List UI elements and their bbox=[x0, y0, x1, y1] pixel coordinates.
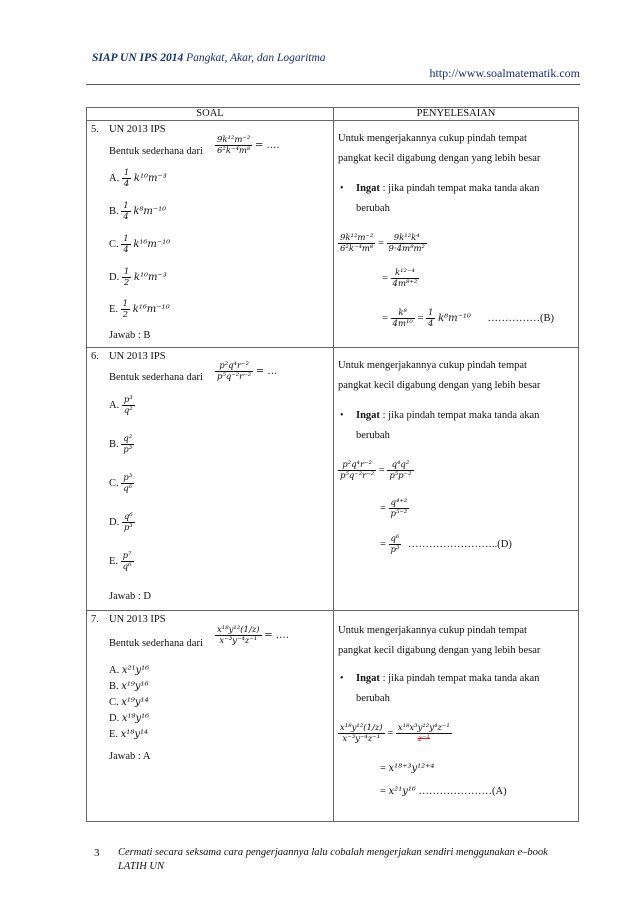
bullet-icon: • bbox=[340, 183, 344, 194]
equals-sign: = bbox=[387, 727, 394, 739]
step-result: …………………(A) bbox=[418, 786, 507, 797]
step-rhs-den: 4m⁸⁺² bbox=[392, 279, 418, 289]
problem-7-solution bbox=[334, 611, 578, 821]
option-coef-num: 1 bbox=[123, 267, 130, 277]
page-number: 3 bbox=[94, 847, 100, 859]
option-num: q⁶ bbox=[123, 512, 133, 522]
option-den: p³ bbox=[123, 523, 133, 533]
problem-expression bbox=[215, 625, 289, 646]
problem-row-5 bbox=[87, 121, 579, 348]
step-result: ……………(B) bbox=[487, 312, 555, 324]
option-c[interactable] bbox=[109, 473, 134, 494]
step-body: x¹⁸⁺³y¹²⁺⁴ bbox=[388, 763, 435, 774]
option-den: p³ bbox=[123, 445, 133, 455]
option-a[interactable] bbox=[109, 395, 135, 416]
solution-intro: pangkat kecil digabung dengan yang lebih besar bbox=[338, 645, 541, 656]
expr-denominator: p⁵q⁻²r⁻² bbox=[217, 372, 252, 382]
solution-step-2 bbox=[380, 498, 409, 519]
expr-tail: = …. bbox=[264, 629, 289, 641]
option-label: A. bbox=[109, 172, 120, 184]
header-title-rest: Pangkat, Akar, dan Logaritma bbox=[183, 52, 326, 64]
ingat-text: : jika pindah tempat maka tanda akan bbox=[379, 673, 540, 684]
problem-expression bbox=[215, 135, 280, 156]
footer-note: Cermati secara seksama cara pengerjaannya lalu cobalah mengerjakan sendiri menggunakan e–book LATIH UN bbox=[118, 847, 548, 872]
option-c[interactable] bbox=[109, 697, 149, 708]
equals-sign: = bbox=[382, 312, 388, 324]
step-rhs-num: q⁴⁺² bbox=[390, 498, 408, 508]
header-url[interactable]: http://www.soalmatematik.com bbox=[429, 66, 580, 80]
option-coef-den: 2 bbox=[123, 278, 130, 288]
problem-7-question bbox=[87, 611, 333, 821]
step-lhs-num: p²q⁴r⁻² bbox=[338, 460, 376, 471]
ingat-text: : jika pindah tempat maka tanda akan bbox=[379, 410, 540, 421]
solution-intro: Untuk mengerjakannya cukup pindah tempat bbox=[338, 625, 527, 636]
option-d[interactable] bbox=[109, 267, 167, 288]
option-label: D. bbox=[109, 271, 120, 283]
option-body: k¹⁶m⁻¹⁰ bbox=[132, 303, 170, 315]
option-body: x¹⁹y¹⁶ bbox=[121, 681, 149, 692]
ingat-bold: Ingat bbox=[356, 183, 380, 194]
problem-prompt: Bentuk sederhana dari bbox=[109, 638, 203, 649]
option-body: k¹⁰m⁻³ bbox=[133, 271, 167, 283]
option-coef-den: 4 bbox=[123, 212, 129, 222]
equals-sign: = bbox=[380, 502, 386, 514]
problem-6-solution bbox=[334, 348, 578, 610]
option-label: B. bbox=[109, 205, 119, 217]
problem-5-question bbox=[87, 121, 333, 347]
step-rhs-num: x¹⁸x³y¹²y⁴z⁻¹ bbox=[397, 723, 450, 733]
option-label: D. bbox=[109, 516, 120, 528]
problem-6-question bbox=[87, 348, 333, 610]
expr-tail: = …. bbox=[254, 139, 280, 151]
option-body: x¹⁸y¹⁶ bbox=[121, 713, 150, 724]
col-header-soal: SOAL bbox=[87, 108, 334, 121]
answer-label: Jawab : A bbox=[109, 751, 151, 762]
equals-sign: = bbox=[377, 237, 384, 249]
option-label: E. bbox=[109, 303, 119, 315]
option-den: q⁶ bbox=[123, 484, 133, 494]
step-body: k⁸m⁻¹⁰ bbox=[438, 312, 471, 324]
header-divider bbox=[86, 84, 580, 85]
option-coef-num: 1 bbox=[123, 201, 129, 211]
option-body: x¹⁸y¹⁴ bbox=[120, 729, 148, 740]
option-coef-den: 4 bbox=[123, 245, 129, 255]
problem-number: 7. bbox=[91, 614, 99, 625]
option-label: C. bbox=[109, 697, 119, 708]
ingat-bold: Ingat bbox=[356, 410, 380, 421]
option-label: E. bbox=[109, 729, 119, 740]
option-label: D. bbox=[109, 713, 120, 724]
option-label: A. bbox=[109, 399, 120, 411]
equals-sign: = bbox=[382, 272, 388, 284]
problem-source: UN 2013 IPS bbox=[109, 614, 166, 625]
answer-label: Jawab : B bbox=[109, 330, 151, 341]
ingat-note bbox=[356, 673, 539, 684]
solution-step-2 bbox=[382, 268, 419, 289]
table-header-row bbox=[87, 108, 579, 121]
step-result: ……………………..(D) bbox=[408, 538, 512, 550]
header-title bbox=[92, 52, 326, 64]
ingat-bold: Ingat bbox=[356, 673, 380, 684]
step-rhs-num: k⁸ bbox=[391, 308, 415, 319]
option-e[interactable] bbox=[109, 551, 134, 572]
equals-sign: = bbox=[380, 538, 386, 550]
ingat-text: : jika pindah tempat maka tanda akan bbox=[379, 183, 540, 194]
solution-step-2 bbox=[380, 763, 434, 774]
equals-sign: = bbox=[378, 464, 385, 476]
option-b[interactable] bbox=[109, 201, 166, 222]
option-b[interactable] bbox=[109, 681, 149, 692]
problem-table bbox=[86, 107, 579, 822]
option-body: x¹⁹y¹⁴ bbox=[121, 697, 149, 708]
problem-prompt: Bentuk sederhana dari bbox=[109, 146, 203, 157]
problem-row-6 bbox=[87, 348, 579, 611]
problem-number: 6. bbox=[91, 351, 99, 362]
solution-step-3 bbox=[382, 308, 554, 329]
solution-intro: pangkat kecil digabung dengan yang lebih besar bbox=[338, 380, 541, 391]
problem-source: UN 2013 IPS bbox=[109, 124, 166, 135]
step-body: x²¹y¹⁶ bbox=[388, 786, 416, 797]
option-body: k¹⁶m⁻¹⁰ bbox=[133, 238, 171, 250]
option-label: C. bbox=[109, 238, 119, 250]
solution-intro: Untuk mengerjakannya cukup pindah tempat bbox=[338, 360, 527, 371]
step-lhs-den: 6²k⁻⁴m⁸ bbox=[340, 244, 374, 254]
option-num: p³ bbox=[123, 395, 133, 405]
solution-step-3 bbox=[380, 786, 507, 797]
col-header-penyelesaian: PENYELESAIAN bbox=[334, 108, 579, 121]
ingat-text-cont: berubah bbox=[356, 430, 390, 441]
option-label: E. bbox=[109, 555, 119, 567]
step-lhs-den: x⁻³y⁻⁴z⁻¹ bbox=[342, 734, 381, 744]
option-b[interactable] bbox=[109, 434, 134, 455]
problem-expression bbox=[215, 361, 277, 382]
step-rhs-den: 4m¹⁰ bbox=[392, 319, 413, 329]
option-coef-num: 1 bbox=[122, 299, 129, 309]
option-e[interactable] bbox=[109, 729, 148, 740]
option-body: k¹⁰m⁻³ bbox=[133, 172, 167, 184]
header-title-bold: SIAP UN IPS 2014 bbox=[92, 52, 184, 64]
ingat-note bbox=[356, 183, 539, 194]
expr-tail: = … bbox=[255, 365, 278, 377]
option-body: x²¹y¹⁶ bbox=[121, 665, 150, 676]
expr-denominator: 6²k⁻⁴m⁸ bbox=[217, 146, 251, 156]
option-label: A. bbox=[109, 665, 120, 676]
option-a[interactable] bbox=[109, 665, 149, 676]
equals-sign: = bbox=[380, 763, 386, 774]
step-rhs-num: q⁶ bbox=[390, 534, 400, 544]
option-label: B. bbox=[109, 438, 119, 450]
solution-intro: pangkat kecil digabung dengan yang lebih besar bbox=[338, 153, 541, 164]
step-lhs-num: x¹⁸y¹²(1/z) bbox=[340, 723, 383, 733]
option-num: p⁷ bbox=[122, 551, 132, 561]
problem-row-7 bbox=[87, 611, 579, 822]
step-rhs-den: 9·4m⁸m² bbox=[388, 244, 425, 254]
solution-step-1 bbox=[338, 460, 414, 481]
expr-numerator: p²q⁴r⁻² bbox=[215, 361, 253, 372]
bullet-icon: • bbox=[340, 673, 344, 684]
option-body: k⁸m⁻¹⁰ bbox=[133, 205, 167, 217]
step-rhs-num: 9k¹²k⁴ bbox=[387, 233, 427, 244]
expr-numerator: 9k¹²m⁻² bbox=[217, 135, 251, 145]
equals-sign: = bbox=[380, 786, 386, 797]
step-coef-num: 1 bbox=[428, 308, 434, 318]
step-rhs-den: z⁻¹ bbox=[417, 734, 430, 744]
step-rhs-den: p⁵p⁻² bbox=[389, 471, 412, 481]
bullet-icon: • bbox=[340, 410, 344, 421]
step-coef-den: 4 bbox=[428, 319, 434, 329]
option-label: B. bbox=[109, 681, 119, 692]
expr-denominator: x⁻³y⁻⁴z⁻¹ bbox=[219, 636, 258, 646]
option-coef-num: 1 bbox=[123, 168, 130, 178]
answer-label: Jawab : D bbox=[109, 591, 151, 602]
option-d[interactable] bbox=[109, 713, 149, 724]
ingat-note bbox=[356, 410, 539, 421]
option-c[interactable] bbox=[109, 234, 170, 255]
step-lhs-num: 9k¹²m⁻² bbox=[340, 233, 374, 243]
solution-step-1 bbox=[338, 723, 452, 744]
problem-prompt: Bentuk sederhana dari bbox=[109, 372, 203, 383]
option-num: p³ bbox=[123, 473, 133, 483]
solution-intro: Untuk mengerjakannya cukup pindah tempat bbox=[338, 133, 527, 144]
option-label: C. bbox=[109, 477, 119, 489]
solution-step-3 bbox=[380, 534, 512, 555]
step-rhs-num: q⁴q² bbox=[387, 460, 413, 471]
ingat-text-cont: berubah bbox=[356, 203, 390, 214]
problem-source: UN 2013 IPS bbox=[109, 351, 166, 362]
option-coef-num: 1 bbox=[123, 234, 129, 244]
option-a[interactable] bbox=[109, 168, 167, 189]
step-rhs-den: p³ bbox=[390, 545, 400, 555]
option-den: q² bbox=[123, 406, 133, 416]
option-den: q⁶ bbox=[122, 562, 132, 572]
step-rhs-num: k¹²⁻⁴ bbox=[391, 268, 420, 279]
option-e[interactable] bbox=[109, 299, 170, 320]
solution-step-1 bbox=[338, 233, 427, 254]
ingat-text-cont: berubah bbox=[356, 693, 390, 704]
option-coef-den: 4 bbox=[123, 179, 130, 189]
problem-number: 5. bbox=[91, 124, 99, 135]
step-rhs-den: p⁵⁻² bbox=[390, 509, 408, 519]
option-num: q² bbox=[123, 434, 133, 444]
option-coef-den: 2 bbox=[122, 310, 129, 320]
expr-numerator: x¹⁸y¹²(1/z) bbox=[217, 625, 260, 635]
option-d[interactable] bbox=[109, 512, 135, 533]
problem-5-solution bbox=[334, 121, 578, 347]
step-lhs-den: p⁵q⁻²r⁻² bbox=[340, 471, 375, 481]
equals-sign: = bbox=[417, 312, 427, 324]
